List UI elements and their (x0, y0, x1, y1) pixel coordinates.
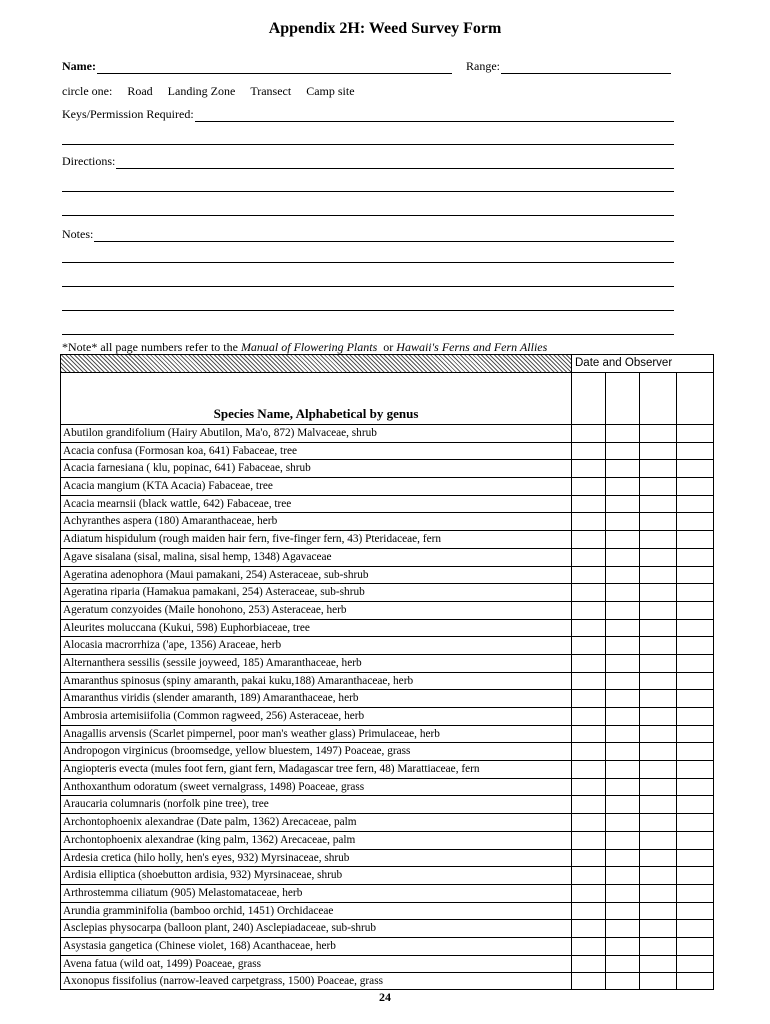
species-name-cell: Archontophoenix alexandrae (Date palm, 1362) Arecaceae, palm (60, 814, 572, 831)
observation-cell[interactable] (677, 567, 714, 584)
observation-cell[interactable] (640, 513, 677, 530)
observation-cell[interactable] (677, 867, 714, 884)
table-row (60, 689, 714, 707)
observation-cell[interactable] (677, 425, 714, 442)
observation-cell[interactable] (606, 796, 640, 813)
option-road[interactable]: Road (127, 84, 153, 98)
observation-cell[interactable] (640, 903, 677, 920)
species-name-cell: Ageratina riparia (Hamakua pamakani, 254) Asteraceae, sub-shrub (60, 584, 572, 601)
table-row (60, 725, 714, 743)
observation-cell[interactable] (572, 938, 606, 955)
observation-cell[interactable] (640, 567, 677, 584)
observation-cell[interactable] (677, 443, 714, 460)
observer-header-cells (572, 373, 714, 424)
observation-cell[interactable] (572, 637, 606, 654)
observation-cell[interactable] (572, 867, 606, 884)
observation-cell[interactable] (606, 867, 640, 884)
observation-cell[interactable] (677, 708, 714, 725)
keys-continuation-line[interactable] (62, 144, 674, 145)
species-name-cell: Asclepias physocarpa (balloon plant, 240) Asclepiadaceae, sub-shrub (60, 920, 572, 937)
table-row (60, 566, 714, 584)
observation-cell[interactable] (572, 673, 606, 690)
observation-cell[interactable] (640, 814, 677, 831)
observation-cell[interactable] (640, 708, 677, 725)
observation-cell[interactable] (606, 761, 640, 778)
page-number: 24 (379, 990, 391, 1004)
observer-header-cell[interactable] (640, 373, 677, 424)
species-name-cell: Acacia mangium (KTA Acacia) Fabaceae, tree (60, 478, 572, 495)
observation-cell[interactable] (606, 920, 640, 937)
observation-cell[interactable] (606, 637, 640, 654)
species-name-cell: Araucaria columnaris (norfolk pine tree), tree (60, 796, 572, 813)
table-row (60, 459, 714, 477)
observation-cell[interactable] (606, 620, 640, 637)
table-row (60, 902, 714, 920)
observation-cell[interactable] (606, 478, 640, 495)
observation-cell[interactable] (606, 673, 640, 690)
observation-cell[interactable] (677, 956, 714, 973)
observation-cell[interactable] (677, 478, 714, 495)
observation-cell[interactable] (606, 726, 640, 743)
species-name-cell: Andropogon virginicus (broomsedge, yellow bluestem, 1497) Poaceae, grass (60, 743, 572, 760)
name-field[interactable] (97, 62, 452, 74)
observation-cell[interactable] (572, 584, 606, 601)
species-name-cell: Anthoxanthum odoratum (sweet vernalgrass, 1498) Poaceae, grass (60, 779, 572, 796)
table-row (60, 512, 714, 530)
observation-cell[interactable] (572, 567, 606, 584)
observation-cell[interactable] (677, 850, 714, 867)
observation-cell[interactable] (677, 496, 714, 513)
species-name-cell: Anagallis arvensis (Scarlet pimpernel, poor man's weather glass) Primulaceae, herb (60, 726, 572, 743)
observation-cell[interactable] (572, 708, 606, 725)
observation-cell[interactable] (572, 779, 606, 796)
species-name-cell: Amaranthus spinosus (spiny amaranth, pakai kuku,188) Amaranthaceae, herb (60, 673, 572, 690)
observation-cell[interactable] (606, 690, 640, 707)
observation-cell[interactable] (572, 620, 606, 637)
observation-cell[interactable] (572, 814, 606, 831)
directions-line-3[interactable] (62, 215, 674, 216)
observation-cell[interactable] (677, 726, 714, 743)
observation-cell[interactable] (640, 832, 677, 849)
observation-cell[interactable] (572, 726, 606, 743)
species-name-cell: Arundia gramminifolia (bamboo orchid, 1451) Orchidaceae (60, 903, 572, 920)
table-row (60, 672, 714, 690)
table-row (60, 972, 714, 990)
observation-cell[interactable] (572, 496, 606, 513)
directions-line-2[interactable] (62, 191, 674, 192)
observation-cell[interactable] (572, 903, 606, 920)
observation-cell[interactable] (606, 956, 640, 973)
directions-field[interactable] (116, 157, 674, 169)
species-table (60, 354, 714, 986)
observer-header-cell[interactable] (677, 373, 714, 424)
observation-cell[interactable] (640, 956, 677, 973)
observation-cell[interactable] (640, 673, 677, 690)
species-name-cell: Adiatum hispidulum (rough maiden hair fern, five-finger fern, 43) Pteridaceae, fern (60, 531, 572, 548)
observation-cell[interactable] (640, 655, 677, 672)
observation-cell[interactable] (572, 655, 606, 672)
species-name-cell: Axonopus fissifolius (narrow-leaved carpetgrass, 1500) Poaceae, grass (60, 973, 572, 989)
observation-cell[interactable] (572, 602, 606, 619)
observation-cell[interactable] (640, 779, 677, 796)
table-row (60, 583, 714, 601)
directions-label: Directions: (62, 154, 116, 168)
observation-cell[interactable] (606, 655, 640, 672)
observation-cell[interactable] (677, 885, 714, 902)
observation-cell[interactable] (572, 885, 606, 902)
observation-cell[interactable] (640, 920, 677, 937)
species-name-cell: Acacia mearnsii (black wattle, 642) Fabaceae, tree (60, 496, 572, 513)
range-label: Range: (465, 59, 500, 73)
table-row (60, 760, 714, 778)
table-row (60, 654, 714, 672)
observation-cell[interactable] (606, 708, 640, 725)
name-label: Name: (62, 59, 96, 73)
table-row (60, 707, 714, 725)
table-row (60, 955, 714, 973)
observation-cell[interactable] (640, 726, 677, 743)
observation-cell[interactable] (606, 531, 640, 548)
observation-cell[interactable] (677, 903, 714, 920)
observation-cell[interactable] (677, 761, 714, 778)
table-row (60, 548, 714, 566)
range-field[interactable] (501, 62, 671, 74)
table-row (60, 795, 714, 813)
notes-row (62, 226, 674, 242)
observation-cell[interactable] (572, 443, 606, 460)
keys-row (62, 106, 674, 122)
observation-cell[interactable] (572, 460, 606, 477)
species-name-cell: Ardesia cretica (hilo holly, hen's eyes, 932) Myrsinaceae, shrub (60, 850, 572, 867)
observation-cell[interactable] (572, 690, 606, 707)
observation-cell[interactable] (677, 655, 714, 672)
table-row (60, 619, 714, 637)
observation-cell[interactable] (606, 549, 640, 566)
observation-cell[interactable] (572, 531, 606, 548)
observation-cell[interactable] (640, 885, 677, 902)
note-middle: or (377, 340, 397, 354)
observation-cell[interactable] (677, 779, 714, 796)
species-name-cell: Agave sisalana (sisal, malina, sisal hemp, 1348) Agavaceae (60, 549, 572, 566)
species-name-cell: Acacia confusa (Formosan koa, 641) Fabaceae, tree (60, 443, 572, 460)
species-name-cell: Amaranthus viridis (slender amaranth, 189) Amaranthaceae, herb (60, 690, 572, 707)
observation-cell[interactable] (572, 478, 606, 495)
species-name-cell: Archontophoenix alexandrae (king palm, 1362) Arecaceae, palm (60, 832, 572, 849)
observation-cell[interactable] (572, 796, 606, 813)
species-name-cell: Arthrostemma ciliatum (905) Melastomataceae, herb (60, 885, 572, 902)
observation-cell[interactable] (677, 584, 714, 601)
species-name-cell: Alocasia macrorrhiza ('ape, 1356) Araceae, herb (60, 637, 572, 654)
observation-cell[interactable] (572, 920, 606, 937)
observation-cell[interactable] (606, 885, 640, 902)
species-name-cell: Alternanthera sessilis (sessile joyweed, 185) Amaranthaceae, herb (60, 655, 572, 672)
notes-line-4[interactable] (62, 310, 674, 311)
observation-cell[interactable] (606, 850, 640, 867)
species-name-cell: Angiopteris evecta (mules foot fern, giant fern, Madagascar tree fern, 48) Marattiaceae, fern (60, 761, 572, 778)
option-camp-site[interactable]: Camp site (306, 84, 355, 98)
observation-cell[interactable] (572, 425, 606, 442)
observation-cell[interactable] (640, 796, 677, 813)
species-name-cell: Achyranthes aspera (180) Amaranthaceae, herb (60, 513, 572, 530)
notes-line-3[interactable] (62, 286, 674, 287)
species-name-cell: Asystasia gangetica (Chinese violet, 168) Acanthaceae, herb (60, 938, 572, 955)
page-title: Appendix 2H: Weed Survey Form (268, 20, 502, 37)
observation-cell[interactable] (640, 584, 677, 601)
observation-cell[interactable] (640, 460, 677, 477)
observation-cell[interactable] (606, 832, 640, 849)
notes-label: Notes: (62, 227, 94, 241)
circle-one-label: circle one: (62, 84, 113, 98)
observation-cell[interactable] (677, 796, 714, 813)
species-name-cell: Ageratina adenophora (Maui pamakani, 254) Asteraceae, sub-shrub (60, 567, 572, 584)
observation-cell[interactable] (677, 814, 714, 831)
observation-cell[interactable] (606, 973, 640, 989)
species-name-cell: Acacia farnesiana ( klu, popinac, 641) Fabaceae, shrub (60, 460, 572, 477)
observation-cell[interactable] (606, 460, 640, 477)
observation-cell[interactable] (677, 549, 714, 566)
observation-cell[interactable] (640, 867, 677, 884)
species-column-header (60, 373, 572, 424)
table-row (60, 919, 714, 937)
observation-cell[interactable] (677, 743, 714, 760)
table-row (60, 495, 714, 513)
table-row (60, 530, 714, 548)
observation-cell[interactable] (606, 602, 640, 619)
observation-cell[interactable] (606, 903, 640, 920)
location-type-row (62, 84, 370, 99)
species-rows (60, 424, 714, 990)
observation-cell[interactable] (640, 620, 677, 637)
observation-cell[interactable] (677, 920, 714, 937)
table-row (60, 866, 714, 884)
observation-cell[interactable] (640, 443, 677, 460)
observation-cell[interactable] (640, 425, 677, 442)
observer-header-cell[interactable] (572, 373, 606, 424)
observation-cell[interactable] (606, 779, 640, 796)
name-range-row (62, 58, 674, 74)
notes-line-5[interactable] (62, 334, 674, 335)
species-name-cell: Ardisia elliptica (shoebutton ardisia, 932) Myrsinaceae, shrub (60, 867, 572, 884)
observation-cell[interactable] (606, 814, 640, 831)
table-row (60, 884, 714, 902)
date-observer-header: Date and Observer (572, 354, 714, 373)
note-prefix: *Note* all page numbers refer to the (62, 340, 241, 354)
observation-cell[interactable] (640, 496, 677, 513)
note-book-1: Manual of Flowering Plants (240, 340, 378, 354)
species-header-label: Species Name, Alphabetical by genus (213, 406, 419, 421)
note-book-2: Hawaii's Ferns and Fern Allies (396, 340, 548, 354)
table-row (60, 849, 714, 867)
observation-cell[interactable] (677, 673, 714, 690)
observation-cell[interactable] (677, 690, 714, 707)
table-row (60, 601, 714, 619)
table-row (60, 477, 714, 495)
table-row (60, 778, 714, 796)
observation-cell[interactable] (572, 956, 606, 973)
directions-row (62, 153, 674, 169)
observation-cell[interactable] (606, 584, 640, 601)
observation-cell[interactable] (677, 832, 714, 849)
table-row (60, 742, 714, 760)
observation-cell[interactable] (677, 531, 714, 548)
observation-cell[interactable] (640, 549, 677, 566)
notes-field[interactable] (94, 230, 674, 242)
observation-cell[interactable] (640, 743, 677, 760)
observation-cell[interactable] (606, 513, 640, 530)
observation-cell[interactable] (572, 832, 606, 849)
observation-cell[interactable] (606, 496, 640, 513)
species-name-cell: Aleurites moluccana (Kukui, 598) Euphorbiaceae, tree (60, 620, 572, 637)
observation-cell[interactable] (640, 850, 677, 867)
observation-cell[interactable] (640, 973, 677, 989)
table-row (60, 442, 714, 460)
observation-cell[interactable] (606, 443, 640, 460)
observation-cell[interactable] (606, 425, 640, 442)
observation-cell[interactable] (572, 850, 606, 867)
observation-cell[interactable] (677, 620, 714, 637)
page-reference-note (62, 340, 547, 355)
table-row (60, 813, 714, 831)
option-landing-zone[interactable]: Landing Zone (167, 84, 236, 98)
observation-cell[interactable] (640, 531, 677, 548)
species-name-cell: Ageratum conzyoides (Maile honohono, 253) Asteraceae, herb (60, 602, 572, 619)
observation-cell[interactable] (640, 690, 677, 707)
keys-label: Keys/Permission Required: (62, 107, 194, 121)
observation-cell[interactable] (640, 637, 677, 654)
observation-cell[interactable] (677, 513, 714, 530)
keys-field[interactable] (195, 110, 674, 122)
observation-cell[interactable] (677, 602, 714, 619)
observation-cell[interactable] (677, 460, 714, 477)
notes-line-2[interactable] (62, 262, 674, 263)
observation-cell[interactable] (606, 743, 640, 760)
observation-cell[interactable] (572, 549, 606, 566)
observation-cell[interactable] (677, 637, 714, 654)
observation-cell[interactable] (606, 567, 640, 584)
option-transect[interactable]: Transect (250, 84, 292, 98)
observation-cell[interactable] (572, 761, 606, 778)
species-name-cell: Ambrosia artemisiifolia (Common ragweed, 256) Asteraceae, herb (60, 708, 572, 725)
table-row (60, 831, 714, 849)
observer-header-cell[interactable] (606, 373, 640, 424)
observation-cell[interactable] (640, 761, 677, 778)
observation-cell[interactable] (677, 938, 714, 955)
observation-cell[interactable] (572, 973, 606, 989)
table-row (60, 636, 714, 654)
observation-cell[interactable] (640, 478, 677, 495)
observation-cell[interactable] (640, 938, 677, 955)
species-name-cell: Abutilon grandifolium (Hairy Abutilon, Ma'o, 872) Malvaceae, shrub (60, 425, 572, 442)
table-row (60, 424, 714, 442)
observation-cell[interactable] (572, 743, 606, 760)
observation-cell[interactable] (572, 513, 606, 530)
observation-cell[interactable] (606, 938, 640, 955)
species-name-cell: Avena fatua (wild oat, 1499) Poaceae, grass (60, 956, 572, 973)
observation-cell[interactable] (640, 602, 677, 619)
table-row (60, 937, 714, 955)
hatched-header-band (60, 354, 572, 373)
observation-cell[interactable] (677, 973, 714, 989)
